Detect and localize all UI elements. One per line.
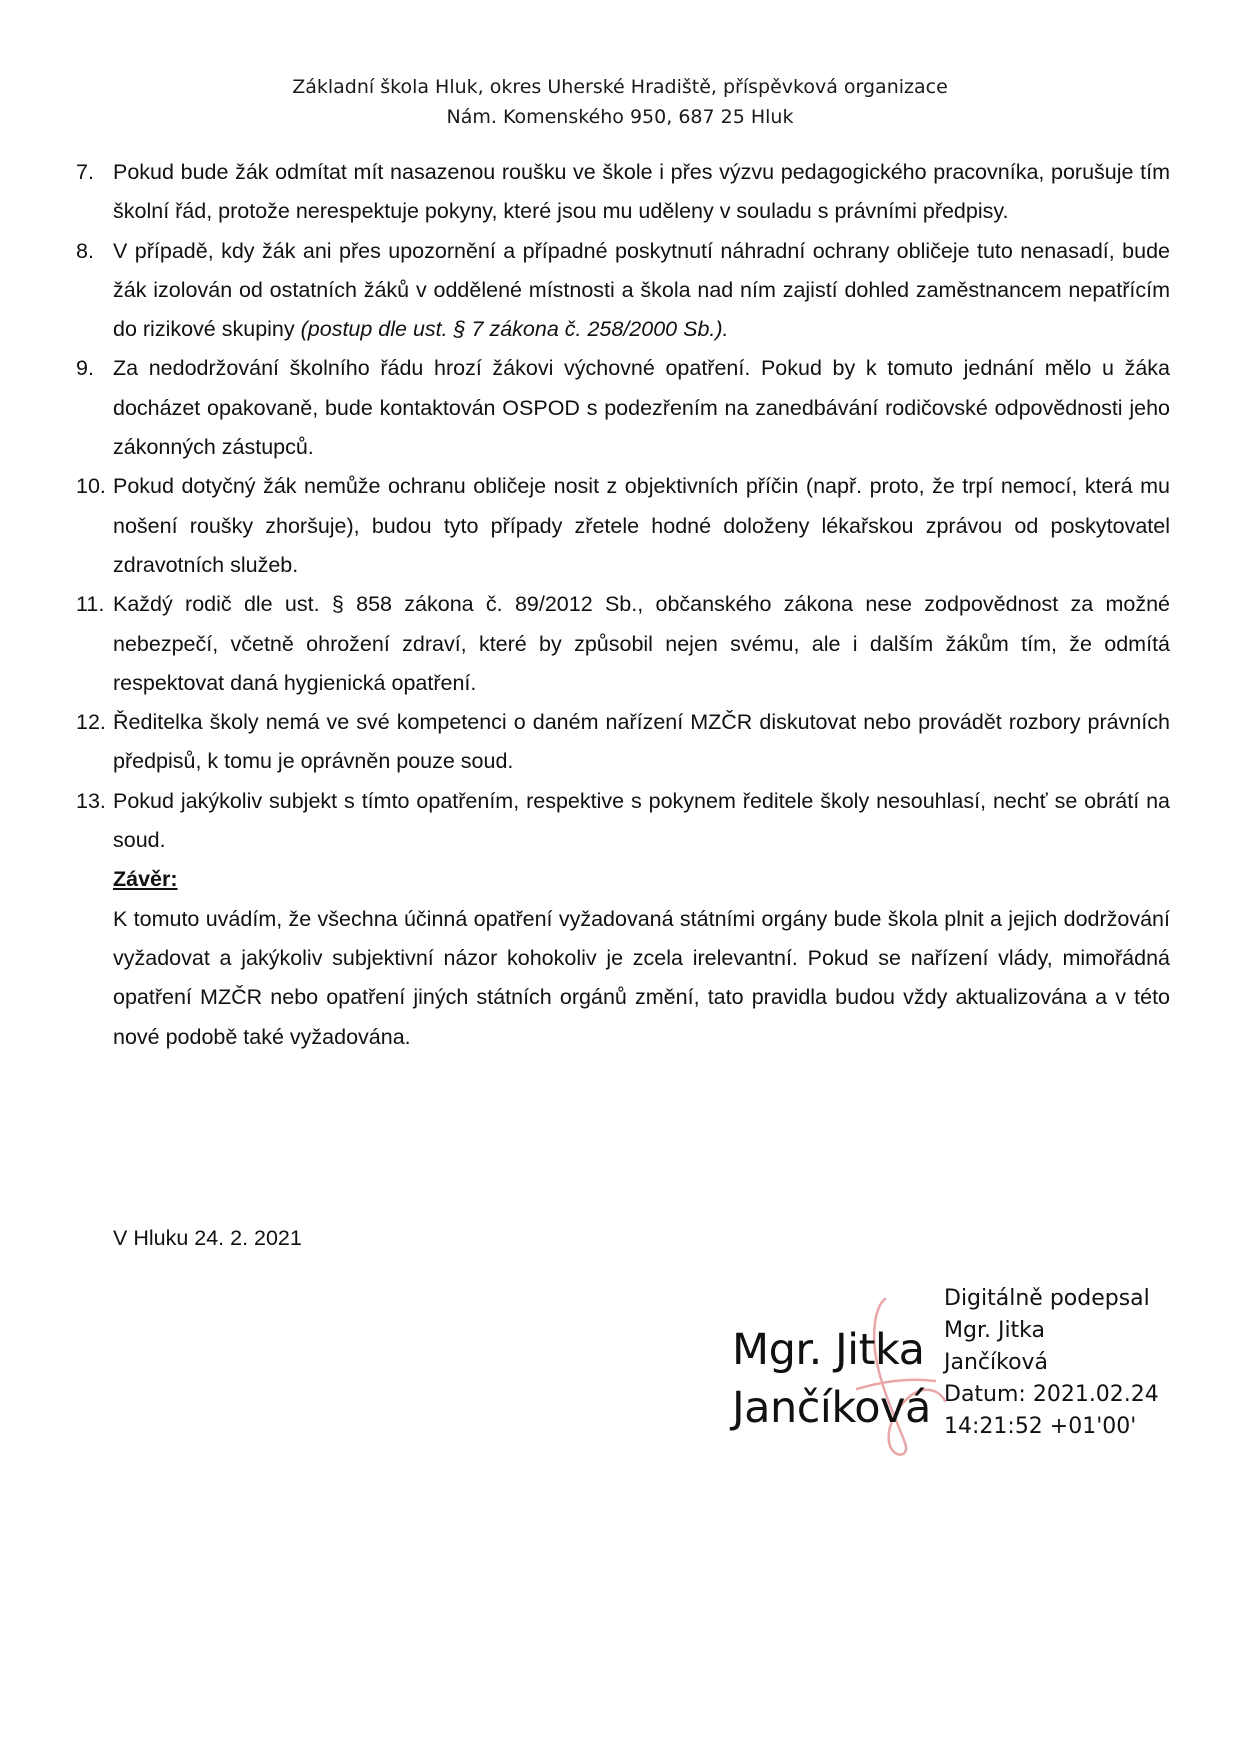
conclusion-section xyxy=(76,860,1170,1056)
list-item-number: 9. xyxy=(76,356,94,381)
list-item xyxy=(76,349,1170,467)
legal-reference: (postup dle ust. § 7 zákona č. 258/2000 Sb.). xyxy=(300,317,729,342)
signer-name-line1: Mgr. Jitka xyxy=(732,1325,925,1375)
list-item-number: 11. xyxy=(76,592,105,617)
list-item xyxy=(76,782,1170,861)
list-item xyxy=(76,585,1170,703)
signer-name xyxy=(732,1321,931,1437)
list-item-number: 13. xyxy=(76,788,106,813)
list-item-text: Pokud dotyčný žák nemůže ochranu obličeje nosit z objektivních příčin (např. proto, že trpí nemocí, která mu nošení roušky zhoršuje), budou tyto případy zřetele hodné doloženy lékařskou zprávou od poskytovatel zdravotních služeb. xyxy=(113,474,1170,577)
list-item-text: V případě, kdy žák ani přes upozornění a případné poskytnutí náhradní ochrany obličeje tuto nenasadí, bude žák izolován od ostatních žáků v oddělené místnosti a škola nad ním zajistí dohled zaměstnancem nepatřícím do rizikové skupiny xyxy=(113,238,1170,342)
signature-signer-first: Mgr. Jitka xyxy=(944,1318,1046,1343)
list-item-text: Pokud bude žák odmítat mít nasazenou roušku ve škole i přes výzvu pedagogického pracovníka, porušuje tím školní řád, protože nerespektuje pokyny, které jsou mu uděleny v souladu s právními předpisy. xyxy=(113,160,1170,224)
conclusion-title: Závěr: xyxy=(113,867,178,892)
signature-details xyxy=(944,1283,1159,1443)
signer-name-line2: Jančíková xyxy=(732,1383,931,1433)
list-item-number: 10. xyxy=(76,474,106,499)
document-body xyxy=(76,153,1170,1057)
list-item xyxy=(76,703,1170,782)
list-item-text: Pokud jakýkoliv subjekt s tímto opatřením, respektive s pokynem ředitele školy nesouhlasí, nechť se obrátí na soud. xyxy=(113,788,1170,853)
conclusion-text: K tomuto uvádím, že všechna účinná opatření vyžadovaná státními orgány bude škola plnit a jejich dodržování vyžadovat a jakýkoliv subjektivní názor kohokoliv je zcela irelevantní. Pokud se nařízení vlády, mimořádná opatření MZČR nebo opatření jiných státních orgánů změní, tato pravidla budou vždy aktualizována a v této nové podobě také vyžadována. xyxy=(113,906,1170,1049)
list-item-text: Za nedodržování školního řádu hrozí žákovi výchovné opatření. Pokud by k tomuto jednání mělo u žáka docházet opakovaně, bude kontaktován OSPOD s podezřením na zanedbávání rodičovské odpovědnosti jeho zákonných zástupců. xyxy=(113,356,1170,460)
letterhead xyxy=(0,72,1240,132)
list-item xyxy=(76,467,1170,585)
rules-list xyxy=(76,153,1170,860)
list-item-number: 8. xyxy=(76,238,94,263)
list-item-text: Ředitelka školy nemá ve své kompetenci o daném nařízení MZČR diskutovat nebo provádět rozbory právních předpisů, k tomu je oprávněn pouze soud. xyxy=(113,710,1170,774)
list-item-text: Každý rodič dle ust. § 858 zákona č. 89/2012 Sb., občanského zákona nese zodpovědnost za možné nebezpečí, včetně ohrožení zdraví, které by způsobil nejen svému, ale i dalším žákům tím, že odmítá respektovat daná hygienická opatření. xyxy=(113,592,1170,695)
place-and-date: V Hluku 24. 2. 2021 xyxy=(113,1226,302,1250)
letterhead-school-name: Základní škola Hluk, okres Uherské Hradiště, příspěvková organizace xyxy=(292,76,948,98)
signature-date: Datum: 2021.02.24 xyxy=(944,1382,1159,1407)
digital-signature-block xyxy=(732,1283,1182,1463)
signature-signer-last: Jančíková xyxy=(944,1350,1049,1375)
list-item-number: 12. xyxy=(76,710,106,735)
signature-time: 14:21:52 +01'00' xyxy=(944,1414,1137,1439)
list-item xyxy=(76,232,1170,350)
list-item xyxy=(76,153,1170,232)
signature-label: Digitálně podepsal xyxy=(944,1286,1150,1311)
list-item-number: 7. xyxy=(76,160,94,184)
letterhead-address: Nám. Komenského 950, 687 25 Hluk xyxy=(446,106,794,128)
